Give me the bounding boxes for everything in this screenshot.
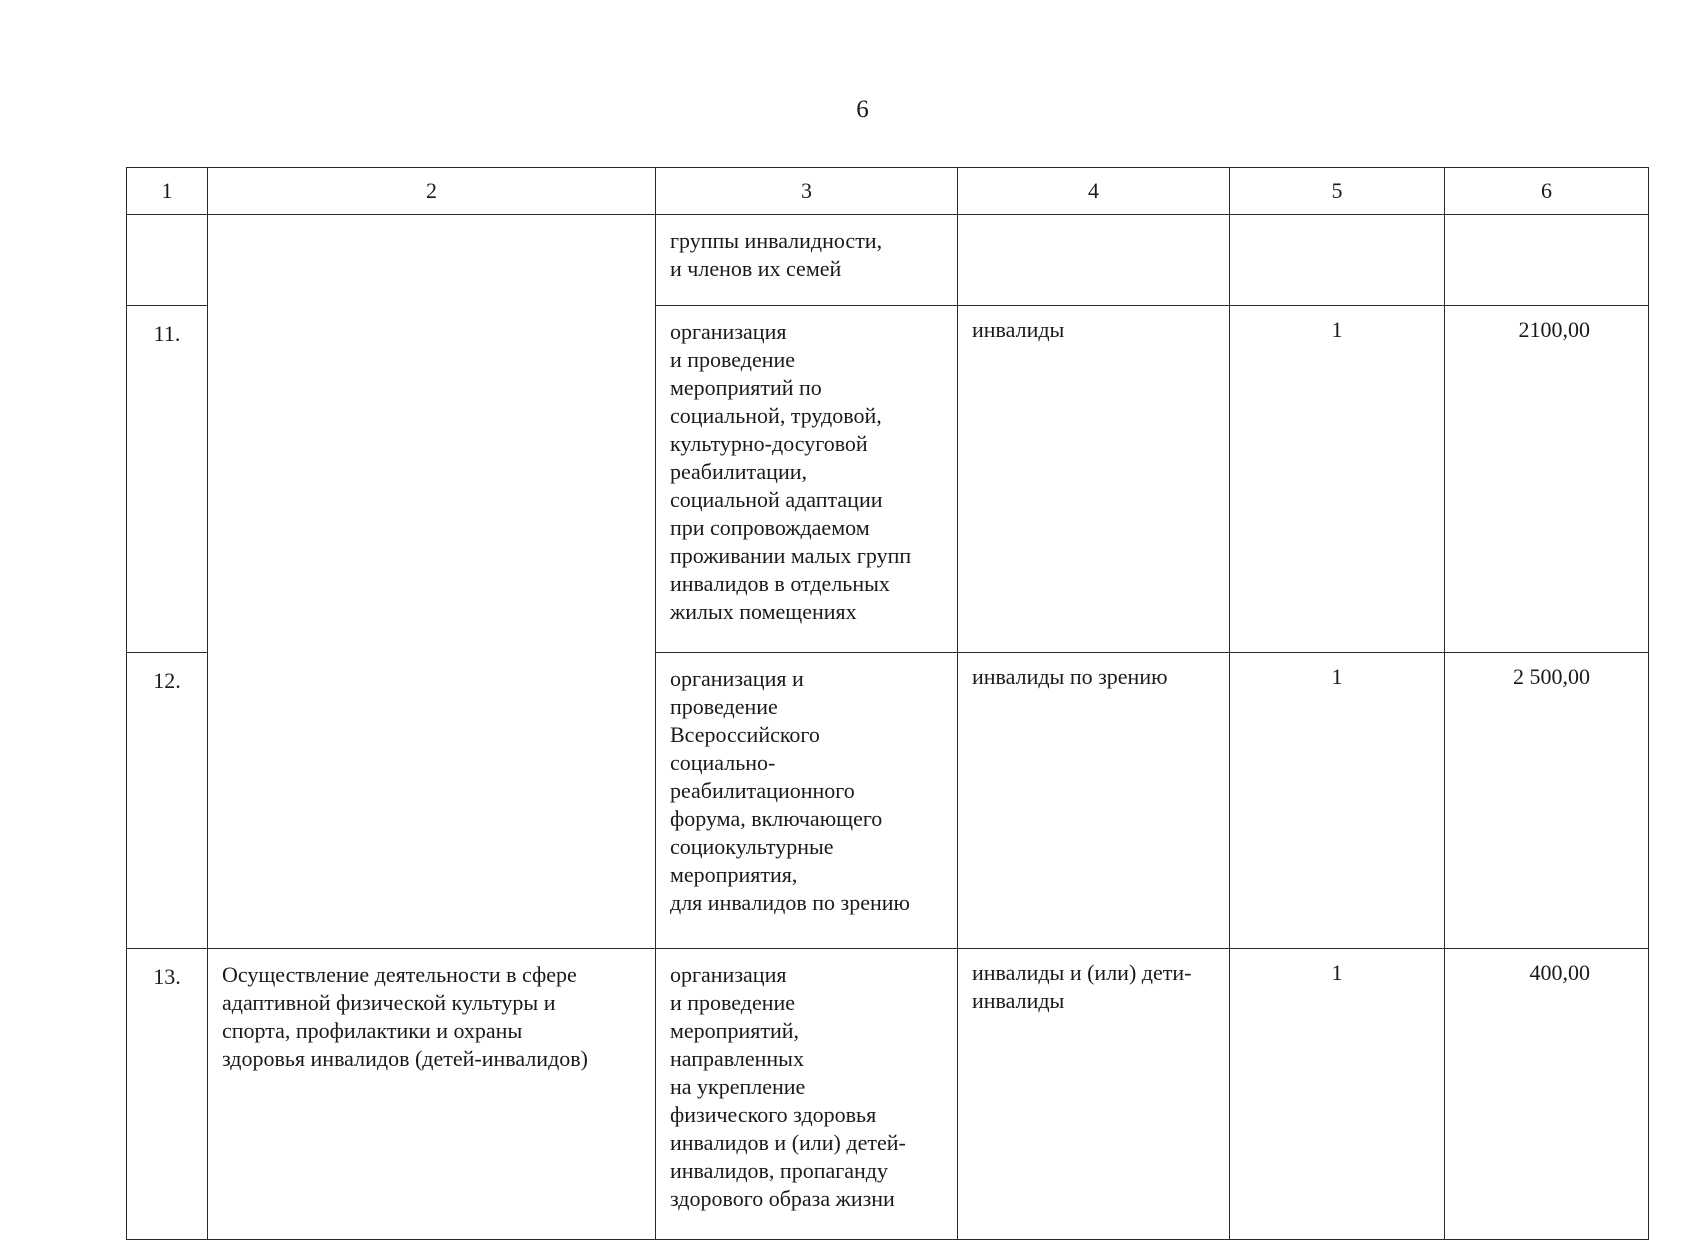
column-header-5: 5 xyxy=(1230,168,1445,215)
cell-category: инвалиды xyxy=(958,306,1230,653)
table-header-row xyxy=(127,168,1649,215)
cell-direction: Осуществление деятельности в сфере адаптивной физической культуры и спорта, профилактики и охраны здоровья инвалидов (детей-инвалидов) xyxy=(208,949,656,1240)
cell-event: организация и проведение мероприятий по социальной, трудовой, культурно-досуговой реабилитации, социальной адаптации при сопровождаемом проживании малых групп инвалидов в отдельных жилых помещениях xyxy=(656,306,958,653)
row-number: 12. xyxy=(127,653,208,949)
cell-category: инвалиды по зрению xyxy=(958,653,1230,949)
cell-amount: 2100,00 xyxy=(1445,306,1649,653)
table-row-continuation xyxy=(127,215,1649,306)
cell-event: организация и проведение Всероссийского социально- реабилитационного форума, включающего социокультурные мероприятия, для инвалидов по зрению xyxy=(656,653,958,949)
table-row xyxy=(127,949,1649,1240)
column-header-1: 1 xyxy=(127,168,208,215)
column-header-4: 4 xyxy=(958,168,1230,215)
row-number: 13. xyxy=(127,949,208,1240)
column-header-6: 6 xyxy=(1445,168,1649,215)
cell-amount: 2 500,00 xyxy=(1445,653,1649,949)
cell-category xyxy=(958,215,1230,306)
column-header-2: 2 xyxy=(208,168,656,215)
column-header-3: 3 xyxy=(656,168,958,215)
document-table xyxy=(126,167,1649,1240)
cell-count: 1 xyxy=(1230,306,1445,653)
cell-event: группы инвалидности, и членов их семей xyxy=(656,215,958,306)
cell-num xyxy=(127,215,208,306)
cell-amount: 400,00 xyxy=(1445,949,1649,1240)
page-number: 6 xyxy=(856,96,869,123)
cell-event: организация и проведение мероприятий, направленных на укрепление физического здоровья инвалидов и (или) детей- инвалидов, пропаганду здорового образа жизни xyxy=(656,949,958,1240)
cell-amount xyxy=(1445,215,1649,306)
cell-count: 1 xyxy=(1230,949,1445,1240)
cell-count xyxy=(1230,215,1445,306)
cell-category: инвалиды и (или) дети- инвалиды xyxy=(958,949,1230,1240)
cell-direction-merged xyxy=(208,215,656,949)
cell-count: 1 xyxy=(1230,653,1445,949)
row-number: 11. xyxy=(127,306,208,653)
